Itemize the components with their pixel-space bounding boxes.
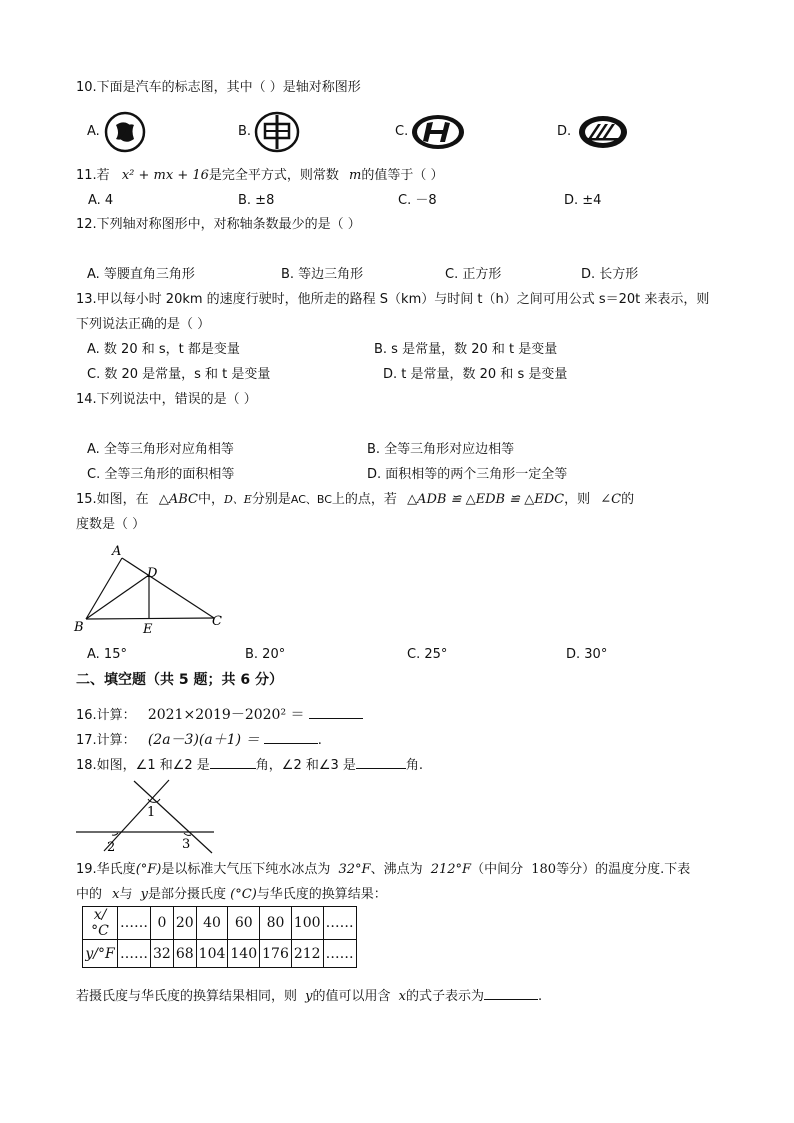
table-cell: …… [323,907,356,940]
q18-label-3: 3 [182,837,191,852]
q11-option-a: A. 4 [88,193,114,208]
q12-option-d: D. 长方形 [581,267,639,282]
table-cell: 80 [260,907,292,940]
section-title-fill-blank: 二、填空题（共 5 题；共 6 分） [76,672,283,688]
q10-option-a-label: A. [87,124,100,139]
table-cell: 40 [196,907,228,940]
q15-stem-line2: 度数是（ ） [76,517,146,532]
q14-option-d: D. 面积相等的两个三角形一定全等 [367,467,568,482]
car-logo-swirl-icon [104,111,146,153]
q11-expression: x² + mx + 16 [121,168,209,183]
q12-option-b: B. 等边三角形 [281,267,364,282]
q10-option-d-label: D. [557,124,572,139]
q13-option-a: A. 数 20 和 s，t 都是变量 [87,342,240,357]
q15-option-b: B. 20° [245,647,286,662]
q14-option-b: B. 全等三角形对应边相等 [367,442,515,457]
table-cell: …… [118,907,151,940]
q18-answer-blank-2[interactable] [356,756,406,769]
q10-option-c-label: C. [395,124,409,139]
q11-stem: 11.若 x² + mx + 16是完全平方式，则常数 m的值等于（ ） [76,168,444,183]
q19-stem-line1: 19.华氏度(°F)是以标准大气压下纯水冰点为 32°F、沸点为 212°F（中间分 180等分）的温度分度.下表 [76,862,691,877]
q18-stem: 18.如图，∠1 和∠2 是 角，∠2 和∠3 是 角. [76,758,424,773]
q14-option-c: C. 全等三角形的面积相等 [87,467,235,482]
q10-stem: 10.下面是汽车的标志图，其中（ ）是轴对称图形 [76,80,361,95]
q18-answer-blank-1[interactable] [210,756,256,769]
q18-label-1: 1 [147,805,156,820]
q15-triangle-figure [72,543,232,635]
q15-option-d: D. 30° [566,647,608,662]
table-cell: 104 [196,940,228,968]
table-cell: …… [118,940,151,968]
q13-option-d: D. t 是常量，数 20 和 s 是变量 [383,367,568,382]
q13-option-b: B. s 是常量，数 20 和 t 是变量 [374,342,558,357]
table-row [83,907,357,940]
car-logo-cross-icon [254,111,300,153]
q19-answer-blank[interactable] [484,987,538,1000]
q17-answer-blank[interactable] [264,731,318,744]
table-cell: …… [323,940,356,968]
q16-stem: 16.计算： 2021×2019－2020² ＝ [76,706,363,724]
q18-angle-figure [74,777,224,857]
table-cell: y/°F [83,940,118,968]
table-row [83,940,357,968]
q14-stem: 14.下列说法中，错误的是（ ） [76,392,257,407]
q12-option-c: C. 正方形 [445,267,502,282]
q17-stem: 17.计算： (2a－3)(a＋1) ＝ . [76,732,322,748]
table-cell: 60 [228,907,260,940]
q11-option-d: D. ±4 [564,193,602,208]
q11-variable: m [349,168,362,183]
table-cell: x/°C [83,907,118,940]
q19-stem-line3: 若摄氏度与华氏度的换算结果相同，则 y的值可以用含 x的式子表示为 . [76,989,543,1004]
table-cell: 68 [173,940,196,968]
q12-option-a: A. 等腰直角三角形 [87,267,195,282]
table-cell: 100 [291,907,323,940]
table-cell: 20 [173,907,196,940]
q11-option-c: C. －8 [398,193,437,208]
table-cell: 0 [151,907,174,940]
table-cell: 140 [228,940,260,968]
q16-answer-blank[interactable] [309,706,363,719]
q19-conversion-table [82,906,357,968]
car-logo-stripes-icon [578,115,628,149]
q15-option-a: A. 15° [87,647,127,662]
q10-option-b-label: B. [238,124,252,139]
table-cell: 176 [260,940,292,968]
q13-stem-line1: 13.甲以每小时 20km 的速度行驶时，他所走的路程 S（km）与时间 t（h）之间可用公式 s＝20t 来表示，则 [76,292,710,307]
car-logo-h-icon [410,113,466,151]
q12-stem: 12.下列轴对称图形中，对称轴条数最少的是（ ） [76,217,361,232]
q13-option-c: C. 数 20 是常量，s 和 t 是变量 [87,367,271,382]
q19-stem-line2: 中的 x与 y是部分摄氏度 (°C)与华氏度的换算结果： [76,887,387,902]
q15-label-a: A [112,544,122,559]
table-cell: 32 [151,940,174,968]
table-cell: 212 [291,940,323,968]
q11-option-b: B. ±8 [238,193,275,208]
q15-label-e: E [143,622,153,635]
q15-label-c: C [212,614,222,629]
q13-stem-line2: 下列说法正确的是（ ） [76,317,211,332]
q15-label-d: D [147,566,158,581]
q15-stem-line1: 15.如图，在 △ABC中，D、E分别是AC、BC上的点，若 △ADB ≌ △EDB ≌ △EDC，则 ∠C的 [76,492,635,507]
q15-option-c: C. 25° [407,647,448,662]
q14-option-a: A. 全等三角形对应角相等 [87,442,234,457]
q15-label-b: B [74,620,84,635]
q18-label-2: 2 [107,840,116,855]
